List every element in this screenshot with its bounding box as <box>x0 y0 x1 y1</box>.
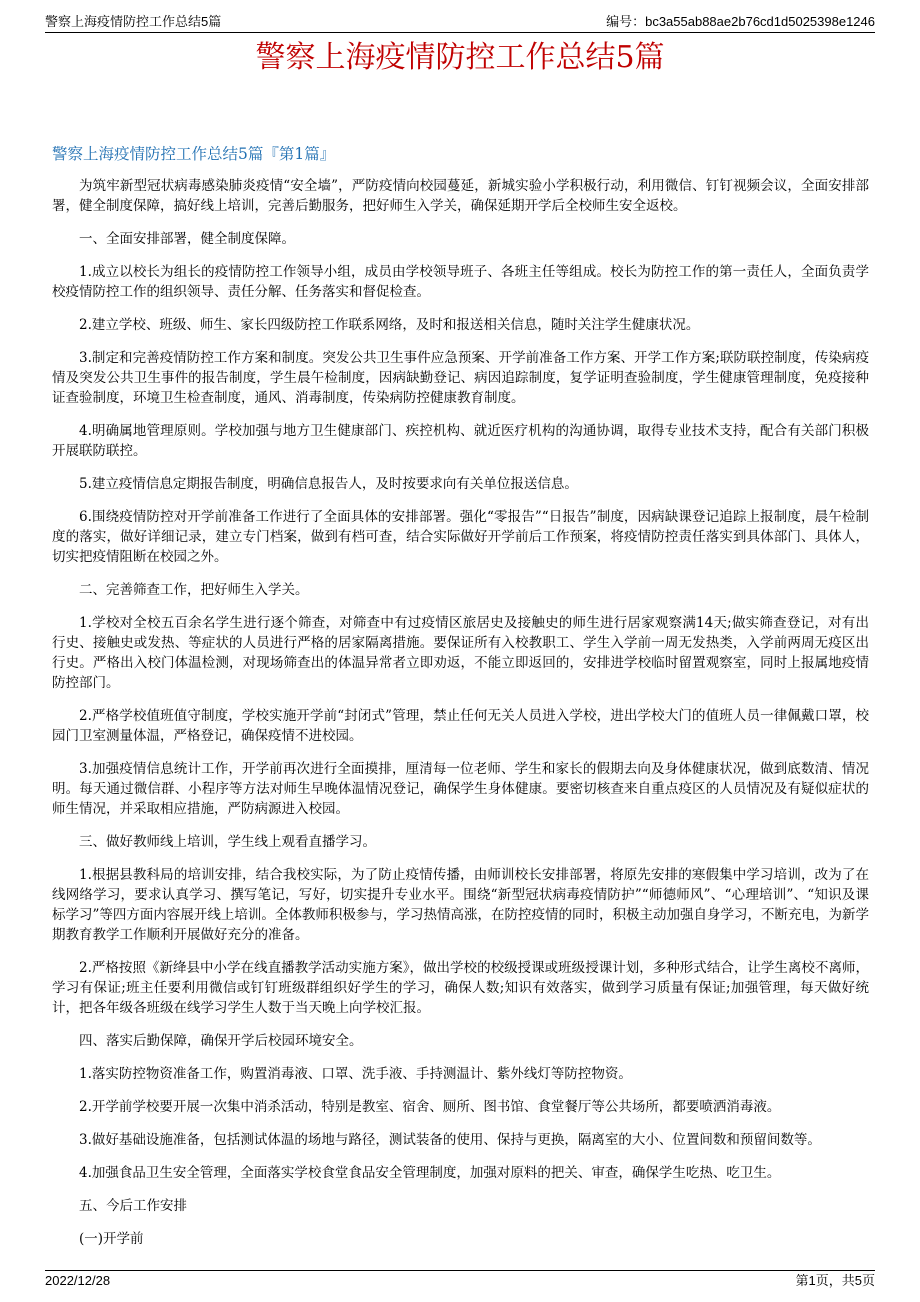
paragraph: 二、完善筛查工作，把好师生入学关。 <box>79 582 309 598</box>
document-title: 警察上海疫情防控工作总结5篇 <box>255 40 665 75</box>
paragraph: 3.加强疫情信息统计工作，开学前再次进行全面摸排，厘清每一位老师、学生和家长的假期去向及身体健康状况，做到底数清、情况明。每天通过微信群、小程序等方法对师生早晚体温情况登记，确保学生身体健康。要密切核查来自重点疫区的人员情况及有疑似症状的师生情况，并采取相应措施，严防病源进入校园。 <box>52 761 869 817</box>
header-doc-name: 警察上海疫情防控工作总结5篇 <box>45 14 222 29</box>
paragraph: 2.严格学校值班值守制度，学校实施开学前“封闭式”管理，禁止任何无关人员进入学校，进出学校大门的值班人员一律佩戴口罩，校园门卫室测量体温，严格登记，确保疫情不进校园。 <box>52 708 869 744</box>
paragraph: 5.建立疫情信息定期报告制度，明确信息报告人，及时按要求向有关单位报送信息。 <box>79 476 578 492</box>
paragraph: 一、全面安排部署，健全制度保障。 <box>79 231 295 247</box>
paragraph: 2.建立学校、班级、师生、家长四级防控工作联系网络，及时和报送相关信息，随时关注学生健康状况。 <box>79 317 700 333</box>
paragraph: 四、落实后勤保障，确保开学后校园环境安全。 <box>79 1033 363 1049</box>
paragraph: 1.成立以校长为组长的疫情防控工作领导小组，成员由学校领导班子、各班主任等组成。校长为防控工作的第一责任人，全面负责学校疫情防控工作的组织领导、责任分解、任务落实和督促检查。 <box>52 264 869 300</box>
paragraph: 1.学校对全校五百余名学生进行逐个筛查，对筛查中有过疫情区旅居史及接触史的师生进行居家观察满14天;做实筛查登记，对有出行史、接触史或发热、等症状的人员进行严格的居家隔离措施。要保证所有入校教职工、学生入学前一周无发热类，入学前两周无疫区出行史。严格出入校门体温检测，对现场筛查出的体温异常者立即劝返，不能立即返回的，安排进学校临时留置观察室，同时上报属地疫情防控部门。 <box>52 615 869 691</box>
footer-page-number: 第1页，共5页 <box>795 1273 875 1288</box>
paragraph: 1.落实防控物资准备工作，购置消毒液、口罩、洗手液、手持测温计、紫外线灯等防控物资。 <box>79 1066 632 1082</box>
document-body <box>52 176 869 1262</box>
page-footer <box>45 1270 875 1291</box>
paragraph: 3.制定和完善疫情防控工作方案和制度。突发公共卫生事件应急预案、开学前准备工作方案、开学工作方案;联防联控制度，传染病疫情及突发公共卫生事件的报告制度，学生晨午检制度，因病缺勤登记、病因追踪制度，复学证明查验制度，学生健康管理制度，免疫接种证查验制度，环境卫生检查制度，通风、消毒制度，传染病防控健康教育制度。 <box>52 350 869 406</box>
paragraph: 2.开学前学校要开展一次集中消杀活动，特别是教室、宿舍、厕所、图书馆、食堂餐厅等公共场所，都要喷洒消毒液。 <box>79 1099 781 1115</box>
paragraph: 为筑牢新型冠状病毒感染肺炎疫情“安全墙”，严防疫情向校园蔓延，新城实验小学积极行动，利用微信、钉钉视频会议，全面安排部署，健全制度保障，搞好线上培训，完善后勤服务，把好师生入学关，确保延期开学后全校师生安全返校。 <box>52 178 869 214</box>
paragraph: 三、做好教师线上培训，学生线上观看直播学习。 <box>79 834 376 850</box>
paragraph: (一)开学前 <box>79 1231 144 1247</box>
page-header <box>45 12 875 33</box>
section-title: 警察上海疫情防控工作总结5篇『第1篇』 <box>52 145 336 163</box>
paragraph: 五、今后工作安排 <box>79 1198 187 1214</box>
paragraph: 1.根据县教科局的培训安排，结合我校实际，为了防止疫情传播，由师训校长安排部署，将原先安排的寒假集中学习培训，改为了在线网络学习，要求认真学习、撰写笔记，写好，切实提升专业水平。围绕“新型冠状病毒疫情防护”“师德师风”、“心理培训”、“知识及课标学习”等四方面内容展开线上培训。全体教师积极参与，学习热情高涨，在防控疫情的同时，积极主动加强自身学习，不断充电，为新学期教育教学工作顺利开展做好充分的准备。 <box>52 867 869 943</box>
paragraph: 6.围绕疫情防控对开学前准备工作进行了全面具体的安排部署。强化“零报告”“日报告”制度，因病缺课登记追踪上报制度，晨午检制度的落实，做好详细记录，建立专门档案，做到有档可查，结合实际做好开学前后工作预案，将疫情防控责任落实到具体部门、具体人，切实把疫情阻断在校园之外。 <box>52 509 869 565</box>
paragraph: 4.加强食品卫生安全管理，全面落实学校食堂食品安全管理制度，加强对原料的把关、审查，确保学生吃热、吃卫生。 <box>79 1165 781 1181</box>
paragraph: 3.做好基础设施准备，包括测试体温的场地与路径，测试装备的使用、保持与更换，隔离室的大小、位置间数和预留间数等。 <box>79 1132 821 1148</box>
paragraph: 4.明确属地管理原则。学校加强与地方卫生健康部门、疾控机构、就近医疗机构的沟通协调，取得专业技术支持，配合有关部门积极开展联防联控。 <box>52 423 869 459</box>
footer-date: 2022/12/28 <box>45 1273 111 1288</box>
paragraph: 2.严格按照《新绛县中小学在线直播教学活动实施方案》，做出学校的校级授课或班级授课计划，多种形式结合，让学生离校不离师，学习有保证;班主任要利用微信或钉钉班级群组织好学生的学习，确保人数;知识有效落实，做到学习质量有保证;加强管理，每天做好统计，把各年级各班级在线学习学生人数于当天晚上向学校汇报。 <box>52 960 869 1016</box>
header-doc-code: 编号：bc3a55ab88ae2b76cd1d5025398e1246 <box>606 14 875 29</box>
